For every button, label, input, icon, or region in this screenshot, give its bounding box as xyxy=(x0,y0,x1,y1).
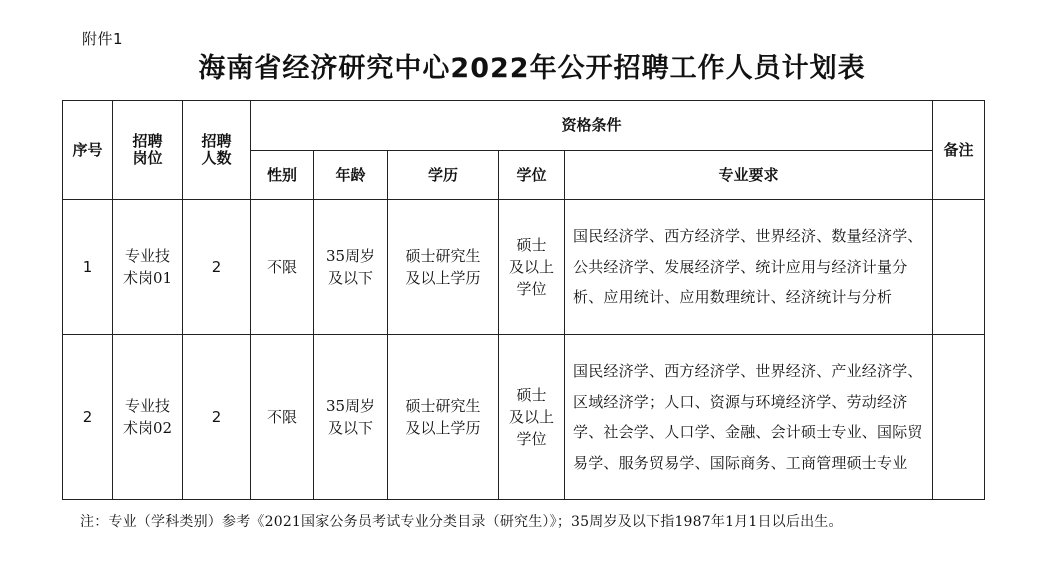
header-row-1 xyxy=(63,101,985,151)
cell-education: 硕士研究生 及以上学历 xyxy=(388,335,499,500)
cell-gender: 不限 xyxy=(251,200,314,335)
header-qualifications: 资格条件 xyxy=(251,101,933,151)
header-degree: 学位 xyxy=(499,151,565,200)
header-seq: 序号 xyxy=(63,101,113,200)
cell-seq: 2 xyxy=(63,335,113,500)
header-age: 年龄 xyxy=(314,151,388,200)
cell-education: 硕士研究生 及以上学历 xyxy=(388,200,499,335)
header-remarks: 备注 xyxy=(933,101,985,200)
header-major: 专业要求 xyxy=(565,151,933,200)
cell-age: 35周岁 及以下 xyxy=(314,335,388,500)
cell-count: 2 xyxy=(183,335,251,500)
table-row xyxy=(63,335,985,500)
cell-remarks xyxy=(933,335,985,500)
header-gender: 性别 xyxy=(251,151,314,200)
cell-count: 2 xyxy=(183,200,251,335)
cell-major: 国民经济学、西方经济学、世界经济、数量经济学、公共经济学、发展经济学、统计应用与经济计量分析、应用统计、应用数理统计、经济统计与分析 xyxy=(565,200,933,335)
header-education: 学历 xyxy=(388,151,499,200)
table-row xyxy=(63,200,985,335)
cell-gender: 不限 xyxy=(251,335,314,500)
attachment-label: 附件1 xyxy=(82,30,124,48)
cell-seq: 1 xyxy=(63,200,113,335)
cell-major: 国民经济学、西方经济学、世界经济、产业经济学、区域经济学；人口、资源与环境经济学、劳动经济学、社会学、人口学、金融、会计硕士专业、国际贸易学、服务贸易学、国际商务、工商管理硕士专业 xyxy=(565,335,933,500)
cell-degree: 硕士 及以上 学位 xyxy=(499,200,565,335)
page-title: 海南省经济研究中心2022年公开招聘工作人员计划表 xyxy=(198,53,866,84)
footnote: 注：专业（学科类别）参考《2021国家公务员考试专业分类目录（研究生）》；35周岁及以下指1987年1月1日以后出生。 xyxy=(80,514,843,530)
header-position: 招聘 岗位 xyxy=(113,101,183,200)
cell-position: 专业技 术岗01 xyxy=(113,200,183,335)
recruitment-plan-table xyxy=(62,100,985,500)
cell-age: 35周岁 及以下 xyxy=(314,200,388,335)
cell-remarks xyxy=(933,200,985,335)
header-count: 招聘 人数 xyxy=(183,101,251,200)
cell-degree: 硕士 及以上 学位 xyxy=(499,335,565,500)
cell-position: 专业技 术岗02 xyxy=(113,335,183,500)
